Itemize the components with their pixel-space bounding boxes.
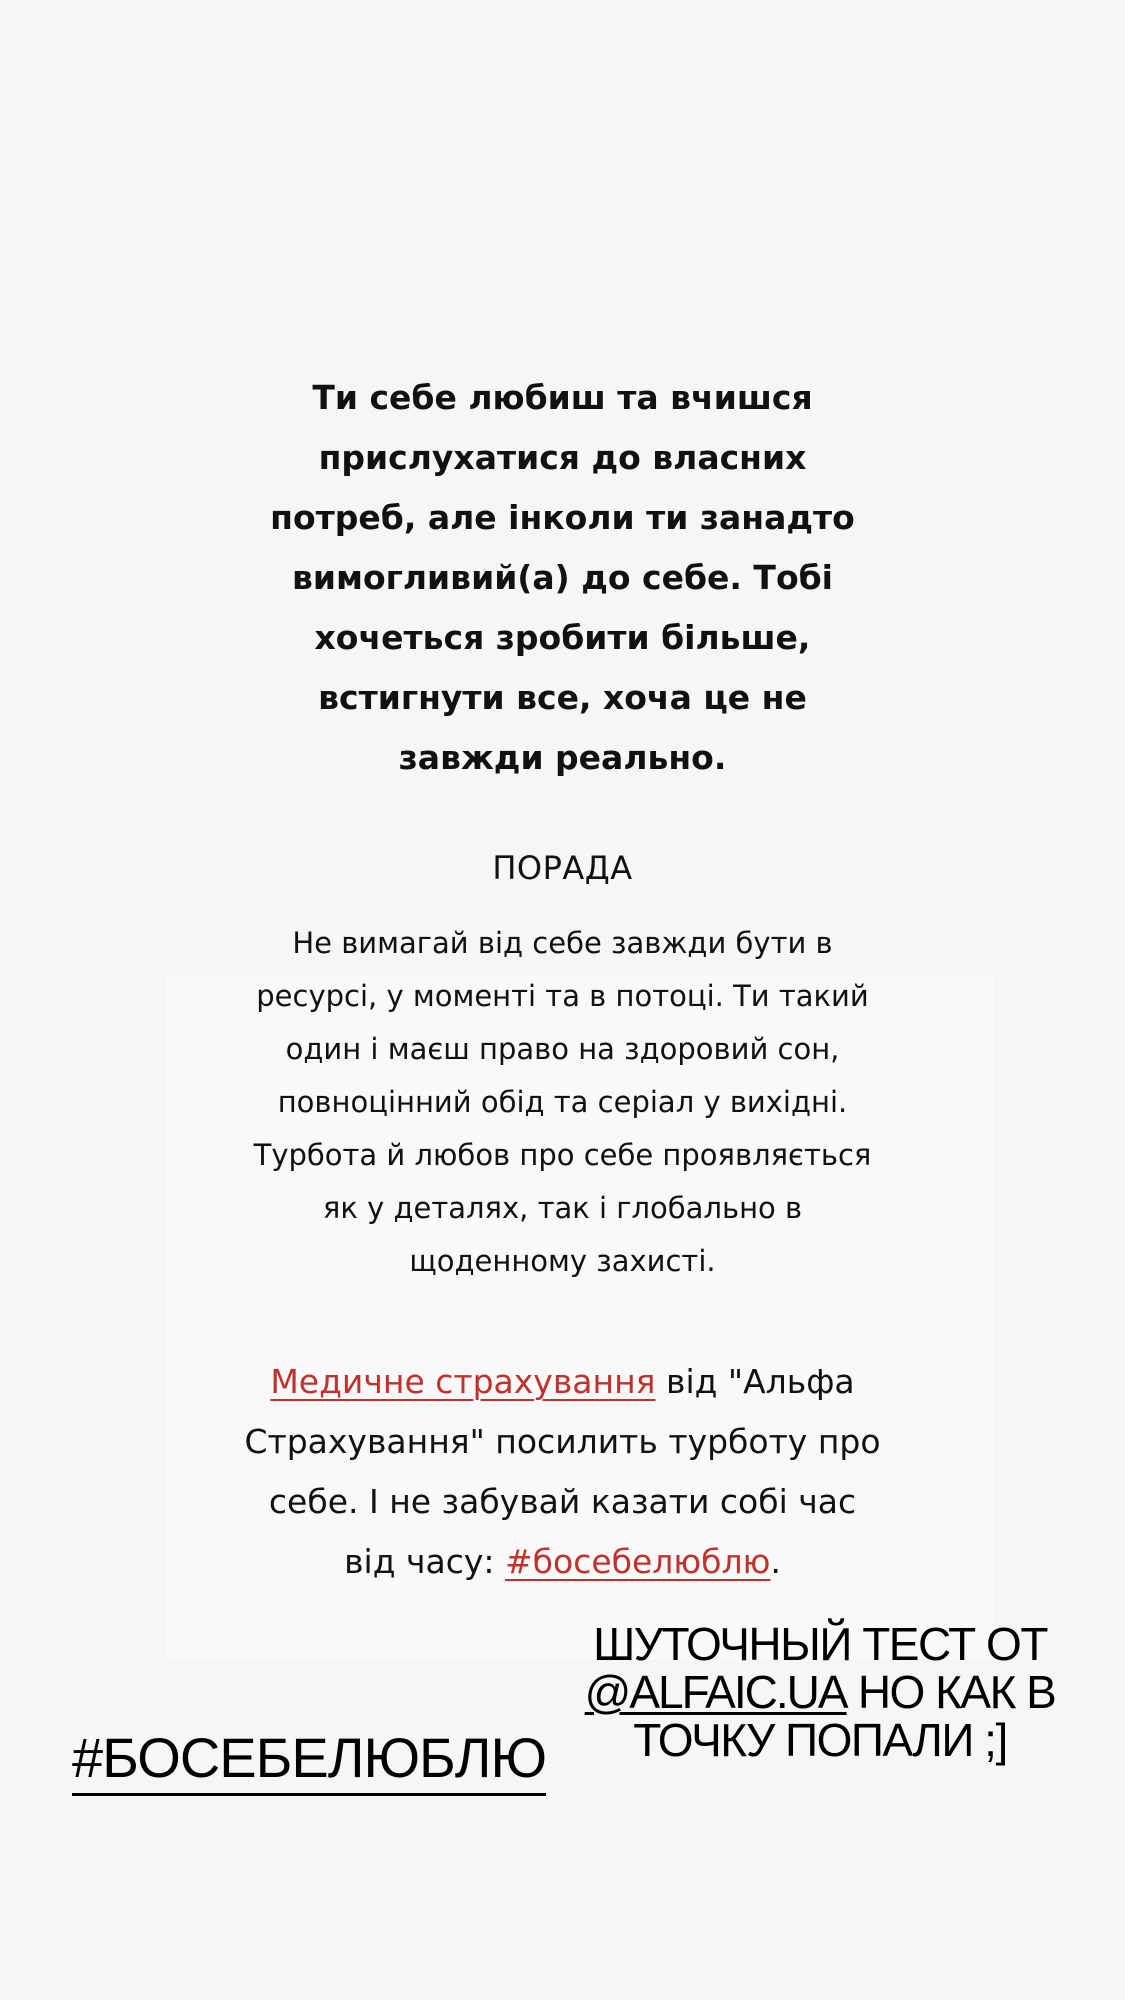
joke-line-3: ТОЧКУ ПОПАЛИ ;] bbox=[633, 1714, 1007, 1766]
joke-line-2 bbox=[560, 1668, 1080, 1716]
insurance-body: від "Альфа Страхування" посилить турботу про себе. І не забувай казати собі час від часу: bbox=[244, 1362, 881, 1581]
hashtag-sticker[interactable]: #БОСЕБЕЛЮБЛЮ bbox=[72, 1725, 546, 1796]
joke-line-2-text: НО КАК В bbox=[846, 1666, 1056, 1718]
joke-sticker bbox=[560, 1620, 1080, 1764]
medical-insurance-link[interactable]: Медичне страхування bbox=[270, 1362, 656, 1401]
hashtag-link[interactable]: #босебелюблю bbox=[505, 1542, 771, 1581]
joke-line-1: ШУТОЧНЫЙ ТЕСТ ОТ bbox=[593, 1618, 1047, 1670]
advice-text: Не вимагай від себе завжди бути в ресурсі, у моменті та в потоці. Ти такий один і маєш право на здоровий сон, повноцінний обід та серіал у вихідні. Турбота й любов про себе проявляється як у деталях, так і глобально в щоденному захисті. bbox=[253, 926, 872, 1278]
advice-heading: ПОРАДА bbox=[492, 849, 633, 887]
insurance-text bbox=[0, 1352, 1125, 1592]
mention-link[interactable]: @ALFAIC.UA bbox=[584, 1666, 847, 1718]
insurance-end: . bbox=[770, 1542, 781, 1581]
main-statement: Ти себе любиш та вчишся прислухатися до власних потреб, але інколи ти занадто вимогливий(а) до себе. Тобі хочеться зробити більше, встигнути все, хоча це не завжди реально. bbox=[270, 378, 855, 777]
